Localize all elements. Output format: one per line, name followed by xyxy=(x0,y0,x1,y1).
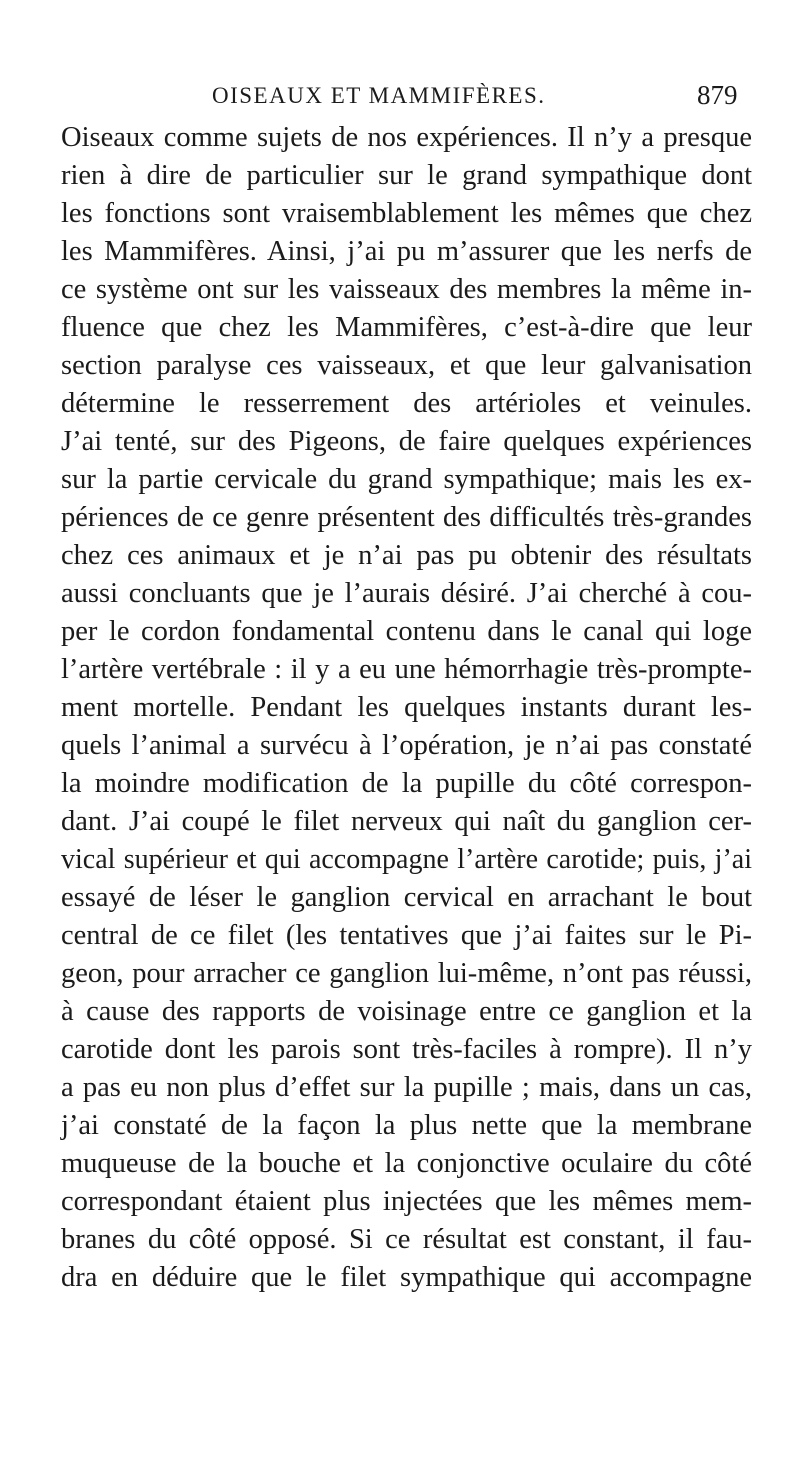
running-title: OISEAUX ET MAMMIFÈRES. xyxy=(212,83,546,108)
text-line: a pas eu non plus d’effet sur la pupille ; mais, dans un cas, xyxy=(61,1072,752,1103)
text-line: à cause des rapports de voisinage entre ce ganglion et la xyxy=(61,996,752,1027)
text-line: sur la partie cervicale du grand sympathique; mais les ex- xyxy=(61,464,752,495)
text-line: ment mortelle. Pendant les quelques instants durant les- xyxy=(61,692,752,723)
text-line: J’ai tenté, sur des Pigeons, de faire quelques expériences xyxy=(61,426,752,457)
text-line: Oiseaux comme sujets de nos expériences. Il n’y a presque xyxy=(61,122,752,153)
text-line: muqueuse de la bouche et la conjonctive oculaire du côté xyxy=(61,1148,752,1179)
text-line: j’ai constaté de la façon la plus nette que la membrane xyxy=(61,1110,752,1141)
text-line: geon, pour arracher ce ganglion lui-même, n’ont pas réussi, xyxy=(61,958,752,989)
text-line: les Mammifères. Ainsi, j’ai pu m’assurer que les nerfs de xyxy=(61,236,752,267)
text-line: la moindre modification de la pupille du côté correspon- xyxy=(61,768,752,799)
text-line: les fonctions sont vraisemblablement les mêmes que chez xyxy=(61,198,752,229)
text-line: quels l’animal a survécu à l’opération, je n’ai pas constaté xyxy=(61,730,752,761)
text-line: ce système ont sur les vaisseaux des membres la même in- xyxy=(61,274,752,305)
text-line: carotide dont les parois sont très-faciles à rompre). Il n’y xyxy=(61,1034,752,1065)
text-line: périences de ce genre présentent des difficultés très-grandes xyxy=(61,502,752,533)
text-line: per le cordon fondamental contenu dans le canal qui loge xyxy=(61,616,752,647)
text-line: dra en déduire que le filet sympathique qui accompagne xyxy=(61,1262,752,1293)
text-line: essayé de léser le ganglion cervical en arrachant le bout xyxy=(61,882,752,913)
text-line: rien à dire de particulier sur le grand sympathique dont xyxy=(61,160,752,191)
page-number: 879 xyxy=(697,80,738,110)
text-line: aussi concluants que je l’aurais désiré. J’ai cherché à cou- xyxy=(61,578,752,609)
text-line: correspondant étaient plus injectées que les mêmes mem- xyxy=(61,1186,752,1217)
text-line: fluence que chez les Mammifères, c’est-à-dire que leur xyxy=(61,312,752,343)
text-line: dant. J’ai coupé le filet nerveux qui naît du ganglion cer- xyxy=(61,806,752,837)
text-line: branes du côté opposé. Si ce résultat est constant, il fau- xyxy=(61,1224,752,1255)
text-line: central de ce filet (les tentatives que j’ai faites sur le Pi- xyxy=(61,920,752,951)
text-line: vical supérieur et qui accompagne l’artère carotide; puis, j’ai xyxy=(61,844,752,875)
text-line: section paralyse ces vaisseaux, et que leur galvanisation xyxy=(61,350,752,381)
text-line: détermine le resserrement des artérioles et veinules. xyxy=(61,388,752,419)
text-line: chez ces animaux et je n’ai pas pu obtenir des résultats xyxy=(61,540,752,571)
text-line: l’artère vertébrale : il y a eu une hémorrhagie très-prompte- xyxy=(61,654,752,685)
